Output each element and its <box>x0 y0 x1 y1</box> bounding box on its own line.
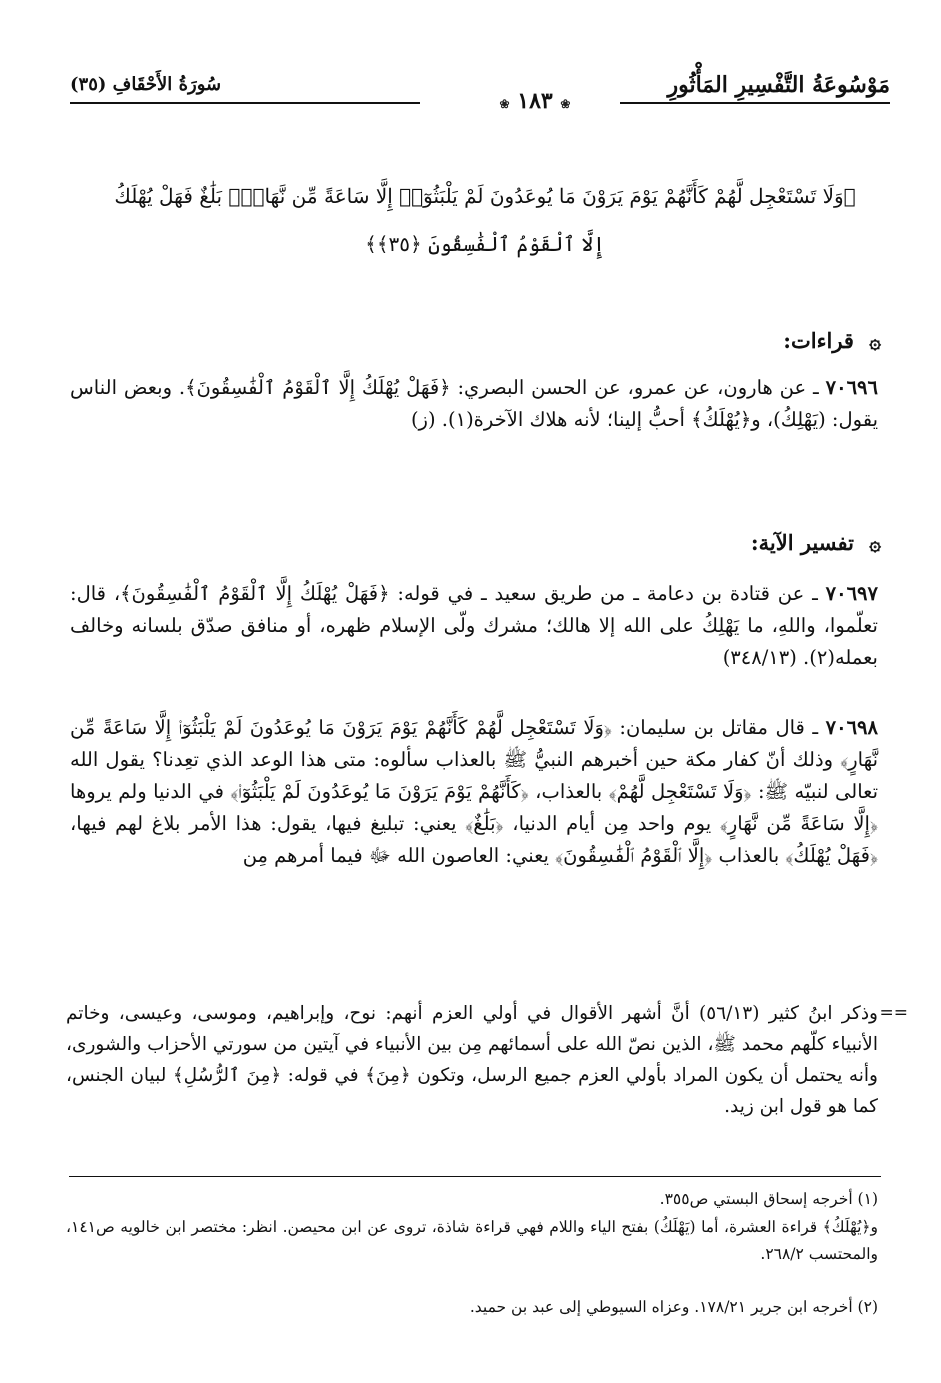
narration-number: ٧٠٦٩٨ <box>825 716 878 739</box>
star-ornament-icon: ۞ <box>869 329 881 353</box>
qiraat-title: قراءات: <box>783 328 854 353</box>
qiraat-heading <box>783 328 881 353</box>
footnote-2: (٢) أخرجه ابن جرير ١٧٨/٢١. وعزاه السيوطي إلى عبد بن حميد. <box>469 1298 878 1316</box>
book-title: مَوْسُوعَةُ التَّفْسِيرِ المَأْثُورِ <box>667 72 890 98</box>
page-number: ١٨٣ <box>517 88 553 114</box>
narration-70697 <box>70 578 878 674</box>
page-number-block <box>440 88 630 114</box>
ornament-right-icon: ❀ <box>560 97 571 111</box>
footnote-1-cont: و﴿يُهْلَكُ﴾ قراءة العشرة، أما (يَهْلَكُ) بفتح الياء واللام فهي قراءة شاذة، تروى عن ابن محيصن. انظر: مختصر ابن خالويه ص١٤١، والمحتسب ٢٦٨/٢. <box>66 1218 878 1263</box>
continuation-text: وذكر ابنُ كثير (٥٦/١٣) أنَّ أشهر الأقوال في أولي العزم أنهم: نوح، وإبراهيم، وموسى، وعيسى، وخاتم الأنبياء كلّهم محمد ﷺ، الذين نصّ الله على أسمائهم مِن بين الأنبياء في آيتين من سورتي الأحزاب والشورى، وأنه يحتمل أن يكون المراد بأولي العزم جميع الرسل، وتكون ﴿مِنَ﴾ في قوله: ﴿مِنَ ٱلرُّسُلِ﴾ لبيان الجنس، كما هو قول ابن زيد. <box>66 1003 878 1117</box>
header-rule-left <box>70 102 420 104</box>
narration-70698 <box>70 712 878 872</box>
narration-70696 <box>70 372 878 436</box>
verse-line-1: ﴿وَلَا تَسْتَعْجِل لَّهُمْ كَأَنَّهُمْ يَوْمَ يَرَوْنَ مَا يُوعَدُونَ لَمْ يَلْبَثُوٓا۟ إِلَّا سَاعَةً مِّن نَّهَارٍۭ بَلَٰغٌ فَهَلْ يُهْلَكُ <box>114 184 856 208</box>
surah-label: سُورَةُ الأَحْقَافِ (٣٥) <box>70 74 222 95</box>
footnote-divider <box>69 1176 881 1177</box>
continuation-note <box>66 998 908 1122</box>
footnote-1: (١) أخرجه إسحاق البستي ص٣٥٥. <box>659 1190 878 1208</box>
header-rule-right <box>620 102 890 104</box>
narration-text: ـ قال مقاتل بن سليمان: ﴿وَلَا تَسْتَعْجِل لَّهُمْ كَأَنَّهُمْ يَوْمَ يَرَوْنَ مَا يُوعَدُونَ لَمْ يَلْبَثُوٓا۟ إِلَّا سَاعَةً مِّن نَّهَارٍ﴾ وذلك أنّ كفار مكة حين أخبرهم النبيُّ ﷺ بالعذاب سألوه: متى هذا الوعد الذي تعِدنا؟ يقول الله تعالى لنبيّه ﷺ: ﴿وَلَا تَسْتَعْجِل لَّهُمْ﴾ بالعذاب، ﴿كَأَنَّهُمْ يَوْمَ يَرَوْنَ مَا يُوعَدُونَ لَمْ يَلْبَثُوٓا۟﴾ في الدنيا ولم يروها ﴿إِلَّا سَاعَةً مِّن نَّهَارٍ﴾ يوم واحد مِن أيام الدنيا، ﴿بَلَٰغٌ﴾ يعني: تبليغ فيها، يقول: هذا الأمر بلاغ لهم فيها، ﴿فَهَلْ يُهْلَكُ﴾ بالعذاب ﴿إِلَّا ٱلْقَوْمُ ٱلْفَٰسِقُونَ﴾ يعني: العاصون الله ﷻ فيما أمرهم مِن <box>70 716 878 867</box>
star-ornament-icon: ۞ <box>869 531 881 555</box>
tafsir-heading <box>751 530 881 555</box>
narration-number: ٧٠٦٩٦ <box>825 376 878 399</box>
ornament-left-icon: ❀ <box>499 97 510 111</box>
page-header <box>70 66 890 116</box>
tafsir-title: تفسير الآية: <box>750 530 854 555</box>
quran-verse <box>90 172 880 268</box>
verse-line-2: إِلَّا ٱلْقَوْمُ ٱلْفَٰسِقُونَ ﴿٣٥﴾﴾ <box>365 232 605 256</box>
narration-text: ـ عن هارون، عن عمرو، عن الحسن البصري: ﴿فَهَلْ يُهْلَكُ إِلَّا ٱلْقَوْمُ ٱلْفَٰسِقُونَ﴾. وبعض الناس يقول: (يَهْلِكُ)، و﴿يُهْلَكُ﴾ أحبُّ إلينا؛ لأنه هلاك الآخرة(١). (ز) <box>70 376 878 431</box>
narration-text: ـ عن قتادة بن دعامة ـ من طريق سعيد ـ في قوله: ﴿فَهَلْ يُهْلَكُ إِلَّا ٱلْقَوْمُ ٱلْفَٰسِقُونَ﴾، قال: تعلّموا، واللهِ، ما يَهْلِكُ على الله إلا هالك؛ مشرك ولّى الإسلام ظهره، أو منافق صدّق بلسانه وخالف بعمله(٢). (٣٤٨/١٣) <box>70 582 878 669</box>
narration-number: ٧٠٦٩٧ <box>825 582 878 605</box>
continuation-marker: == <box>879 1003 908 1023</box>
